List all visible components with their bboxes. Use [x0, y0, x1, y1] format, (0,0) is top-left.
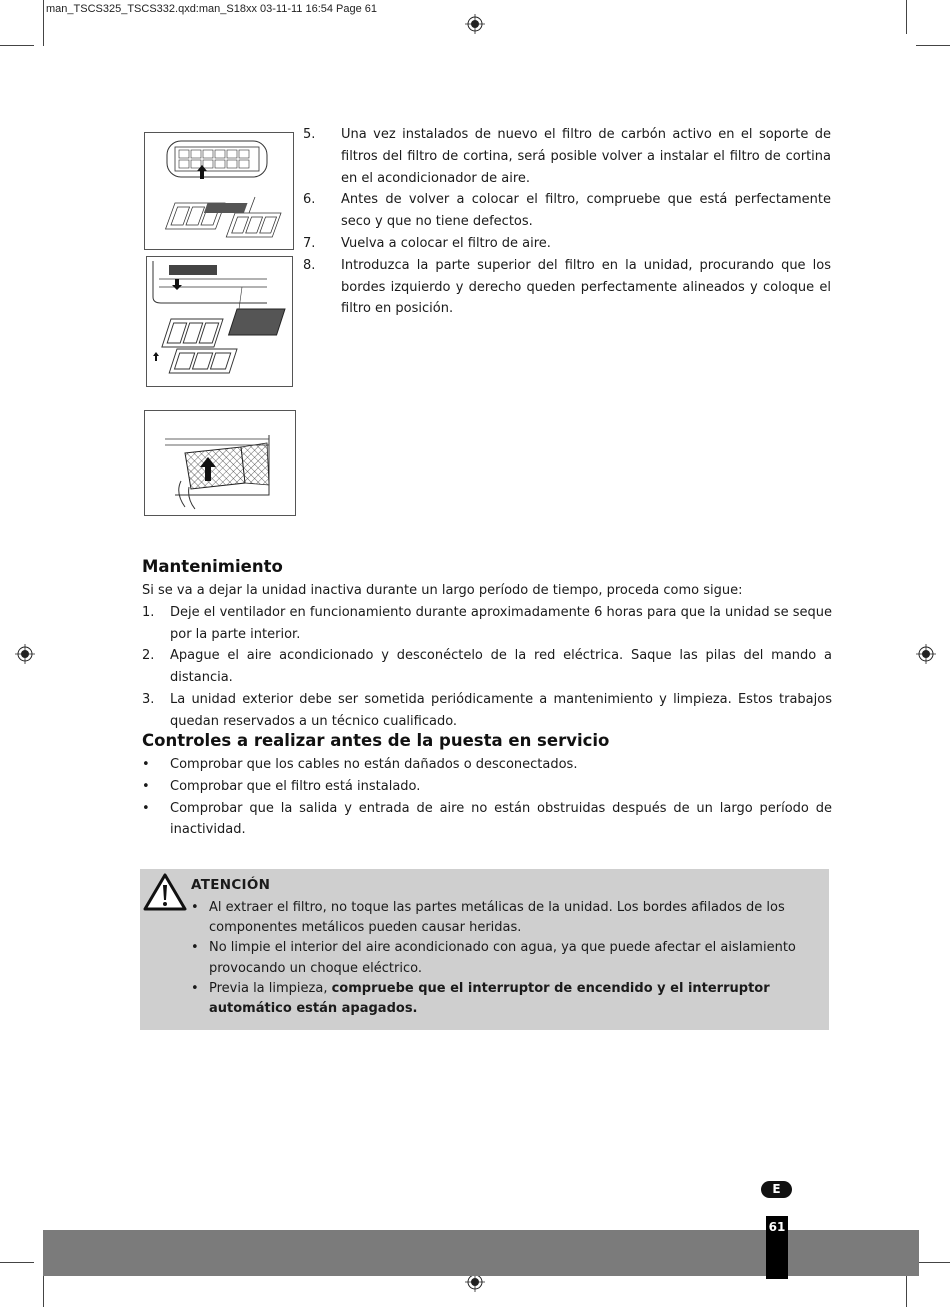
step-number: 6.: [303, 192, 316, 208]
warning-title: ATENCIÓN: [191, 877, 271, 893]
list-item: [142, 602, 832, 646]
figure-filter-insert: [144, 410, 296, 516]
item-text: La unidad exterior debe ser sometida periódicamente a mantenimiento y limpieza. Estos trabajos quedan reservados a un técnico cualificado.: [170, 691, 832, 729]
list-item: [303, 189, 831, 233]
list-item: [191, 938, 806, 978]
item-number: 2.: [142, 648, 155, 664]
figure-filter-parts: [146, 256, 293, 387]
checks-section: [142, 754, 832, 841]
warning-triangle-icon: [143, 873, 187, 911]
bullet: •: [191, 900, 199, 915]
file-slug: man_TSCS325_TSCS332.qxd:man_S18xx 03-11-11 16:54 Page 61: [46, 3, 378, 15]
step-text: Antes de volver a colocar el filtro, compruebe que está perfectamente seco y que no tiene defectos.: [341, 192, 831, 230]
item-text: Apague el aire acondicionado y desconéctelo de la red eléctrica. Saque las pilas del mando a distancia.: [170, 648, 832, 686]
list-item: [142, 645, 832, 689]
list-item: [142, 776, 832, 798]
list-item: [191, 898, 806, 938]
registration-mark-top-icon: [465, 14, 485, 34]
step-text: Vuelva a colocar el filtro de aire.: [341, 235, 551, 251]
maintenance-heading: Mantenimiento: [142, 557, 283, 576]
warning-text-bold: compruebe que el interruptor de encendido y el interruptor automático están apagados.: [209, 980, 770, 1017]
maintenance-intro: Si se va a dejar la unidad inactiva durante un largo período de tiempo, proceda como sigue:: [142, 583, 743, 598]
step-text: Una vez instalados de nuevo el filtro de carbón activo en el soporte de filtros del filtro de cortina, será posible volver a instalar el filtro de cortina en el acondicionador de aire.: [341, 127, 831, 186]
warning-text: No limpie el interior del aire acondicionado con agua, ya que puede afectar el aislamiento provocando un choque eléctrico.: [209, 940, 796, 976]
bullet: •: [142, 778, 150, 794]
language-badge: E: [761, 1181, 792, 1198]
warning-list: [191, 898, 806, 1019]
bullet: •: [142, 757, 150, 772]
warning-text: Al extraer el filtro, no toque las partes metálicas de la unidad. Los bordes afilados de los componentes metálicos pueden causar heridas.: [209, 900, 785, 936]
item-text: Comprobar que el filtro está instalado.: [170, 778, 421, 794]
item-text: Deje el ventilador en funcionamiento durante aproximadamente 6 horas para que la unidad se seque por la parte interior.: [170, 604, 832, 642]
item-text: Comprobar que los cables no están dañados o desconectados.: [170, 757, 578, 772]
maintenance-section: [142, 580, 832, 733]
registration-mark-right-icon: [916, 644, 936, 664]
list-item: [142, 754, 832, 776]
list-item: [303, 124, 831, 189]
figure-filter-reinstall: [144, 132, 294, 250]
item-text: Comprobar que la salida y entrada de aire no están obstruidas después de un largo período de inactividad.: [170, 800, 832, 838]
bullet: •: [142, 800, 150, 816]
step-number: 7.: [303, 235, 316, 251]
warning-text: Previa la limpieza,: [209, 980, 332, 996]
list-item: [303, 255, 831, 320]
checks-heading: Controles a realizar antes de la puesta en servicio: [142, 731, 610, 750]
item-number: 3.: [142, 691, 155, 707]
list-item: [142, 798, 832, 842]
bullet: •: [191, 940, 199, 956]
list-item: [191, 979, 806, 1019]
bullet: •: [191, 980, 199, 996]
page-number: 61: [766, 1216, 788, 1279]
step-number: 5.: [303, 127, 316, 142]
steps-list: [303, 124, 831, 320]
registration-mark-left-icon: [15, 644, 35, 664]
list-item: [142, 689, 832, 733]
warning-box: [140, 869, 829, 1030]
list-item: [303, 233, 831, 255]
step-number: 8.: [303, 257, 316, 273]
item-number: 1.: [142, 604, 155, 620]
step-text: Introduzca la parte superior del filtro en la unidad, procurando que los bordes izquierdo y derecho queden perfectamente alineados y coloque el filtro en posición.: [341, 257, 831, 317]
